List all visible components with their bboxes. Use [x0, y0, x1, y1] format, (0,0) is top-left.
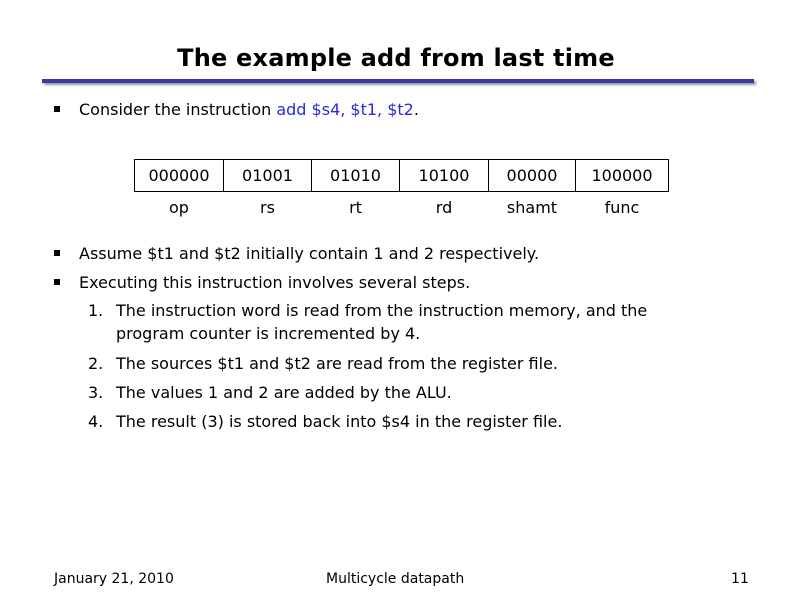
bits-rt: 01010	[312, 160, 400, 192]
bits-func: 100000	[576, 160, 669, 192]
field-rd: rd	[435, 197, 453, 217]
square-bullet-icon	[54, 279, 60, 285]
square-bullet-icon	[54, 250, 60, 256]
bullet-executing-text: Executing this instruction involves several steps.	[79, 273, 471, 292]
bullet-consider	[54, 100, 419, 120]
step-1-continuation: program counter is incremented by 4.	[116, 324, 421, 343]
step-2-text: The sources $t1 and $t2 are read from the register file.	[116, 354, 559, 373]
instruction-encoding-table	[134, 159, 669, 222]
instruction-code: add $s4, $t1, $t2	[276, 100, 414, 119]
step-4-number: 4.	[88, 412, 104, 431]
step-1-text: The instruction word is read from the instruction memory, and the	[116, 301, 648, 320]
step-2	[88, 354, 558, 374]
field-rt: rt	[349, 197, 362, 217]
bits-rd: 10100	[400, 160, 489, 192]
bullet-consider-prefix: Consider the instruction	[79, 100, 277, 119]
encoding-bits-row	[135, 160, 669, 192]
step-1-number: 1.	[88, 301, 104, 320]
step-4	[88, 412, 562, 432]
step-3-number: 3.	[88, 383, 104, 402]
bits-shamt: 00000	[489, 160, 576, 192]
step-1	[88, 301, 647, 321]
bullet-assume	[54, 244, 539, 264]
footer-date: January 21, 2010	[54, 571, 174, 587]
bits-rs: 01001	[224, 160, 312, 192]
footer-page-number: 11	[731, 571, 749, 587]
step-4-text: The result (3) is stored back into $s4 in the register file.	[116, 412, 563, 431]
footer-topic: Multicycle datapath	[326, 571, 465, 587]
bullet-assume-text: Assume $t1 and $t2 initially contain 1 and 2 respectively.	[79, 244, 540, 263]
square-bullet-icon	[54, 106, 60, 112]
step-3	[88, 383, 452, 403]
bits-op: 000000	[135, 160, 224, 192]
bullet-executing	[54, 273, 470, 293]
field-shamt: shamt	[506, 197, 558, 217]
field-func: func	[604, 197, 640, 217]
field-op: op	[169, 197, 189, 217]
slide-title: The example add from last time	[177, 44, 615, 72]
bullet-consider-suffix: .	[413, 100, 419, 119]
field-rs: rs	[260, 197, 275, 217]
encoding-fields-row	[135, 192, 669, 223]
step-3-text: The values 1 and 2 are added by the ALU.	[116, 383, 452, 402]
step-2-number: 2.	[88, 354, 104, 373]
title-divider	[42, 79, 754, 83]
